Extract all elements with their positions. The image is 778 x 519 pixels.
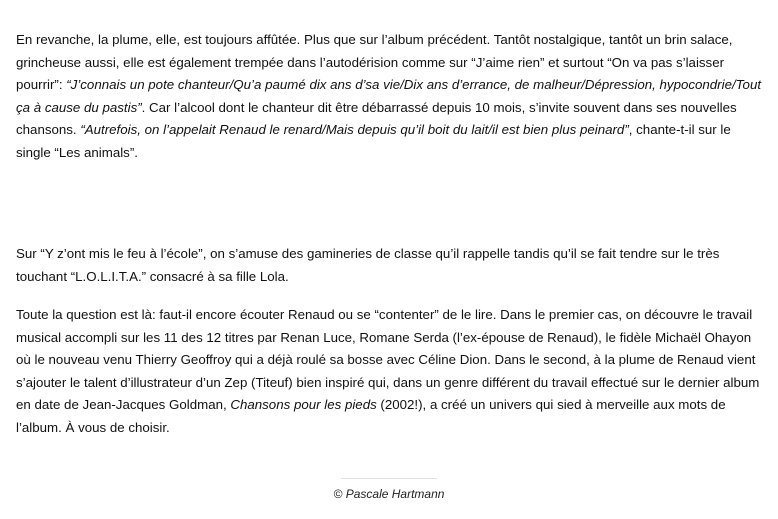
credit-block: [0, 478, 778, 503]
p1-text-1: En revanche, la plume, elle, est toujours affûtée. Plus que sur l’album précédent. Tantôt nostalgique, tantôt un brin salace, grincheuse aussi, elle est également trempée dans l’autodérision comme sur “J’aime rien” et surtout “On va pas s’laisser pourrir”:: [16, 32, 733, 92]
p3-text-2: (2002!), a créé un univers qui sied à merveille aux mots de l’album. À vous de choisir.: [16, 397, 726, 435]
p3-album-title: Chansons pour les pieds: [230, 397, 377, 412]
p1-quote-2: “Autrefois, on l’appelait Renaud le renard/Mais depuis qu’il boit du lait/il est bien plus peinard”: [80, 122, 629, 137]
p3-text-1: Toute la question est là: faut-il encore écouter Renaud ou se “contenter” de le lire. Dans le premier cas, on découvre le travail musical accompli sur les 11 des 12 titres par Renan Luce, Romane Serda (l’ex-épouse de Renaud), le fidèle Michaël Ohayon où le nouveau venu Thierry Geoffroy qui a déjà roulé sa bosse avec Céline Dion. Dans le second, à la plume de Renaud vient s’ajouter le talent d’illustrateur d’un Zep (Titeuf) bien inspiré qui, dans un genre différent du travail effectué sur le dernier album en date de Jean-Jacques Goldman,: [16, 307, 760, 412]
p1-text-3: , chante-t-il sur le single “Les animals”.: [16, 122, 731, 160]
paragraph-3: [16, 304, 768, 439]
article-body: [16, 29, 768, 439]
credit-divider: [341, 478, 437, 479]
photo-credit: © Pascale Hartmann: [333, 487, 445, 501]
paragraph-2: Sur “Y z’ont mis le feu à l’école”, on s’amuse des gamineries de classe qu’il rappelle tandis qu’il se fait tendre sur le très touchant “L.O.L.I.T.A.” consacré à sa fille Lola.: [16, 246, 720, 284]
p1-text-2: . Car l’alcool dont le chanteur dit être débarrassé depuis 10 mois, s’invite souvent dans ses nouvelles chansons.: [16, 99, 737, 137]
paragraph-1: [16, 29, 768, 164]
p1-quote-1: “J’connais un pote chanteur/Qu’a paumé dix ans d’sa vie/Dix ans d’errance, de malheur/Dépression, hypocondrie/Tout ça à cause du pastis”: [16, 77, 762, 115]
